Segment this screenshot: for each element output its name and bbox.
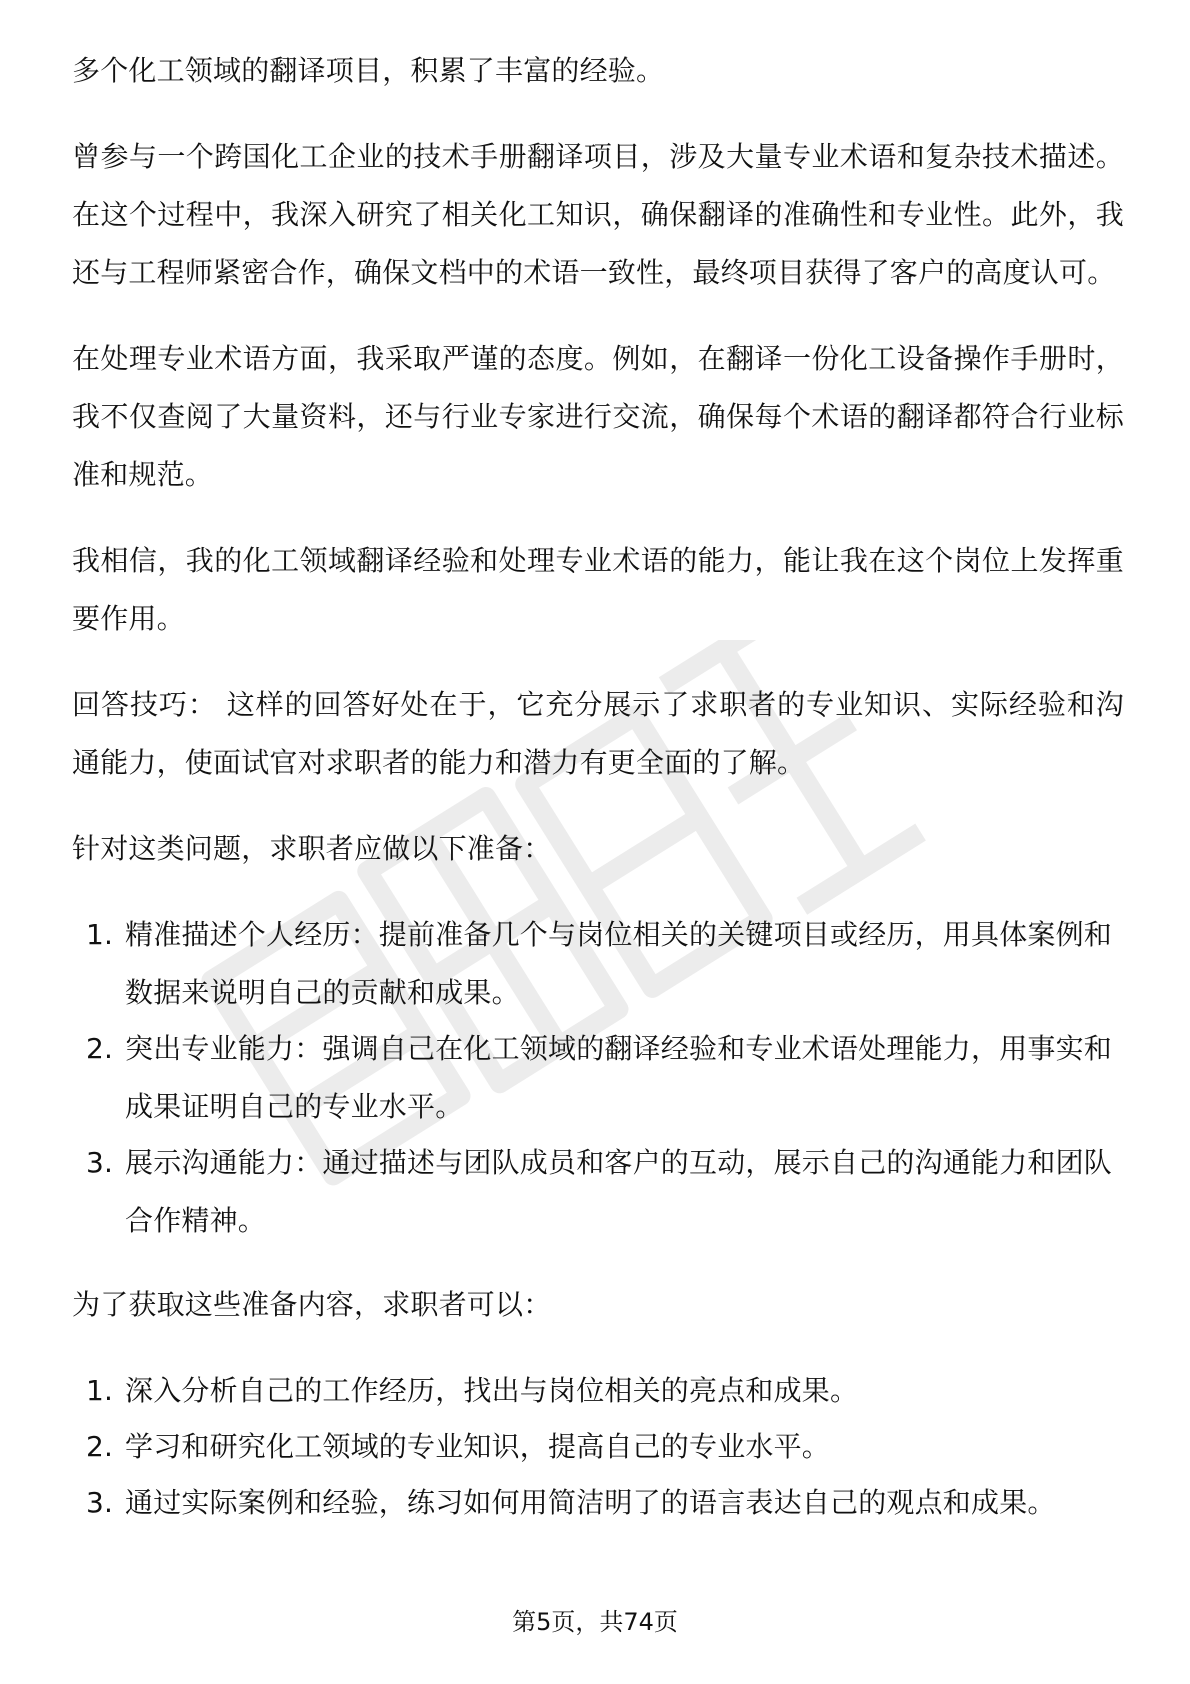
list-item <box>72 1134 1124 1250</box>
obtain-list <box>72 1362 1124 1532</box>
paragraph-project-experience: 曾参与一个跨国化工企业的技术手册翻译项目，涉及大量专业术语和复杂技术描述。在这个过程中，我深入研究了相关化工知识，确保翻译的准确性和专业性。此外，我还与工程师紧密合作，确保文档中的术语一致性，最终项目获得了客户的高度认可。 <box>72 140 1124 289</box>
list-item-text: 突出专业能力：强调自己在化工领域的翻译经验和专业术语处理能力，用事实和成果证明自己的专业水平。 <box>125 1032 1113 1123</box>
list-item-text: 学习和研究化工领域的专业知识，提高自己的专业水平。 <box>125 1430 831 1463</box>
paragraph-answer-tips: 回答技巧： 这样的回答好处在于，它充分展示了求职者的专业知识、实际经验和沟通能力，使面试官对求职者的能力和潜力有更全面的了解。 <box>72 688 1124 779</box>
list-item <box>72 1474 1124 1532</box>
paragraph-terminology: 在处理专业术语方面，我采取严谨的态度。例如，在翻译一份化工设备操作手册时，我不仅查阅了大量资料，还与行业专家进行交流，确保每个术语的翻译都符合行业标准和规范。 <box>72 342 1124 491</box>
paragraph-how-to-obtain: 为了获取这些准备内容，求职者可以： <box>72 1288 552 1321</box>
list-number: 2. <box>86 1032 114 1065</box>
list-item <box>72 1362 1124 1420</box>
list-number: 3. <box>86 1146 114 1179</box>
paragraph-preparation-intro: 针对这类问题，求职者应做以下准备： <box>72 832 552 865</box>
list-number: 2. <box>86 1430 114 1463</box>
list-item-text: 深入分析自己的工作经历，找出与岗位相关的亮点和成果。 <box>125 1374 859 1407</box>
preparation-list <box>72 906 1124 1250</box>
paragraph-intro: 多个化工领域的翻译项目，积累了丰富的经验。 <box>72 54 665 87</box>
list-item-text: 通过实际案例和经验，练习如何用简洁明了的语言表达自己的观点和成果。 <box>125 1486 1056 1519</box>
content-area <box>72 42 1124 1558</box>
list-number: 1. <box>86 1374 114 1407</box>
list-item-text: 精准描述个人经历：提前准备几个与岗位相关的关键项目或经历，用具体案例和数据来说明自己的贡献和成果。 <box>125 918 1113 1009</box>
paragraph-conclusion: 我相信，我的化工领域翻译经验和处理专业术语的能力，能让我在这个岗位上发挥重要作用。 <box>72 544 1124 635</box>
page-footer: 第5页，共74页 <box>512 1608 678 1636</box>
list-item <box>72 906 1124 1022</box>
list-item <box>72 1418 1124 1476</box>
list-number: 1. <box>86 918 114 951</box>
list-number: 3. <box>86 1486 114 1519</box>
list-item-text: 展示沟通能力：通过描述与团队成员和客户的互动，展示自己的沟通能力和团队合作精神。 <box>125 1146 1113 1237</box>
list-item <box>72 1020 1124 1136</box>
